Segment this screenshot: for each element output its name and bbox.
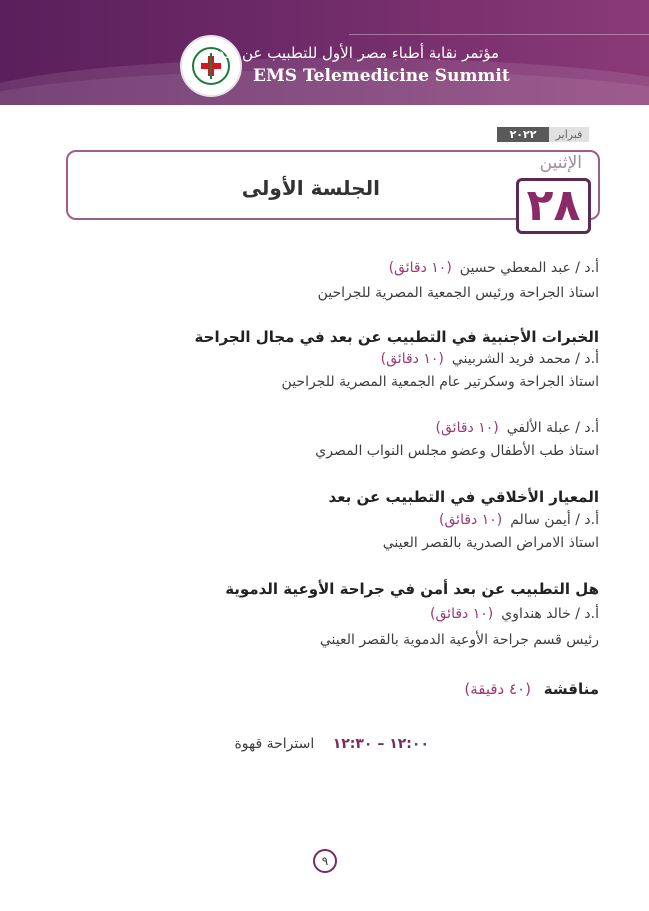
day-number: ٢٨ (526, 180, 581, 231)
speaker-name (436, 420, 599, 436)
speaker-role: رئيس قسم جراحة الأوعية الدموية بالقصر العيني (319, 632, 599, 648)
discussion-row (464, 680, 599, 698)
break-label: استراحة قهوة (234, 736, 315, 752)
break-row (234, 736, 429, 752)
speaker-name (381, 351, 599, 367)
speaker-duration: (١٠ دقائق) (388, 260, 452, 276)
session-title: الجلسة الأولى (241, 176, 380, 200)
caduceus-icon (210, 53, 212, 79)
day-name: الإثنين (539, 153, 582, 173)
header-banner (0, 0, 649, 105)
talk-topic: الخبرات الأجنبية في التطبيب عن بعد في مجال الجراحة (194, 328, 599, 346)
speaker-name (389, 260, 599, 276)
talk-topic: هل التطبيب عن بعد أمن في جراحة الأوعية الدموية (225, 580, 599, 598)
speaker-name (430, 606, 599, 622)
talk-topic: المعيار الأخلاقي في التطبيب عن بعد (328, 488, 599, 506)
break-time: ١٢:٠٠ – ١٢:٣٠ (332, 736, 429, 752)
speaker-duration: (١٠ دقائق) (380, 351, 444, 367)
date-year: ٢٠٢٢ (497, 127, 549, 142)
speaker-role: استاذ الجراحة ورئيس الجمعية المصرية للجراحين (317, 285, 599, 301)
speaker-role: استاذ طب الأطفال وعضو مجلس النواب المصري (315, 443, 599, 459)
banner-divider (349, 34, 649, 35)
page-number: ٩ (313, 849, 337, 873)
date-pill (497, 127, 589, 142)
discussion-duration: (٤٠ دقيقة) (464, 680, 531, 698)
speaker-role: استاذ الامراض الصدرية بالقصر العيني (382, 535, 599, 551)
speaker-name-text: أ.د / أيمن سالم (510, 512, 599, 528)
speaker-role: استاذ الجراحة وسكرتير عام الجمعية المصرية للجراحين (281, 374, 599, 390)
speaker-name-text: أ.د / عبد المعطي حسين (459, 260, 599, 276)
speaker-name-text: أ.د / خالد هنداوي (501, 606, 599, 622)
speaker-duration: (١٠ دقائق) (439, 512, 503, 528)
speaker-duration: (١٠ دقائق) (435, 420, 499, 436)
speaker-name-text: أ.د / عبلة الألفي (506, 420, 599, 436)
discussion-label: مناقشة (543, 680, 599, 698)
speaker-duration: (١٠ دقائق) (430, 606, 494, 622)
speaker-name-text: أ.د / محمد فريد الشربيني (451, 351, 599, 367)
date-month: فبراير (549, 127, 589, 142)
speaker-name (439, 512, 599, 528)
header-title-english: EMS Telemedicine Summit (253, 66, 510, 86)
day-number-box (516, 178, 591, 234)
header-title-arabic: مؤتمر نقابة أطباء مصر الأول للتطبيب عن بعد (217, 44, 499, 62)
